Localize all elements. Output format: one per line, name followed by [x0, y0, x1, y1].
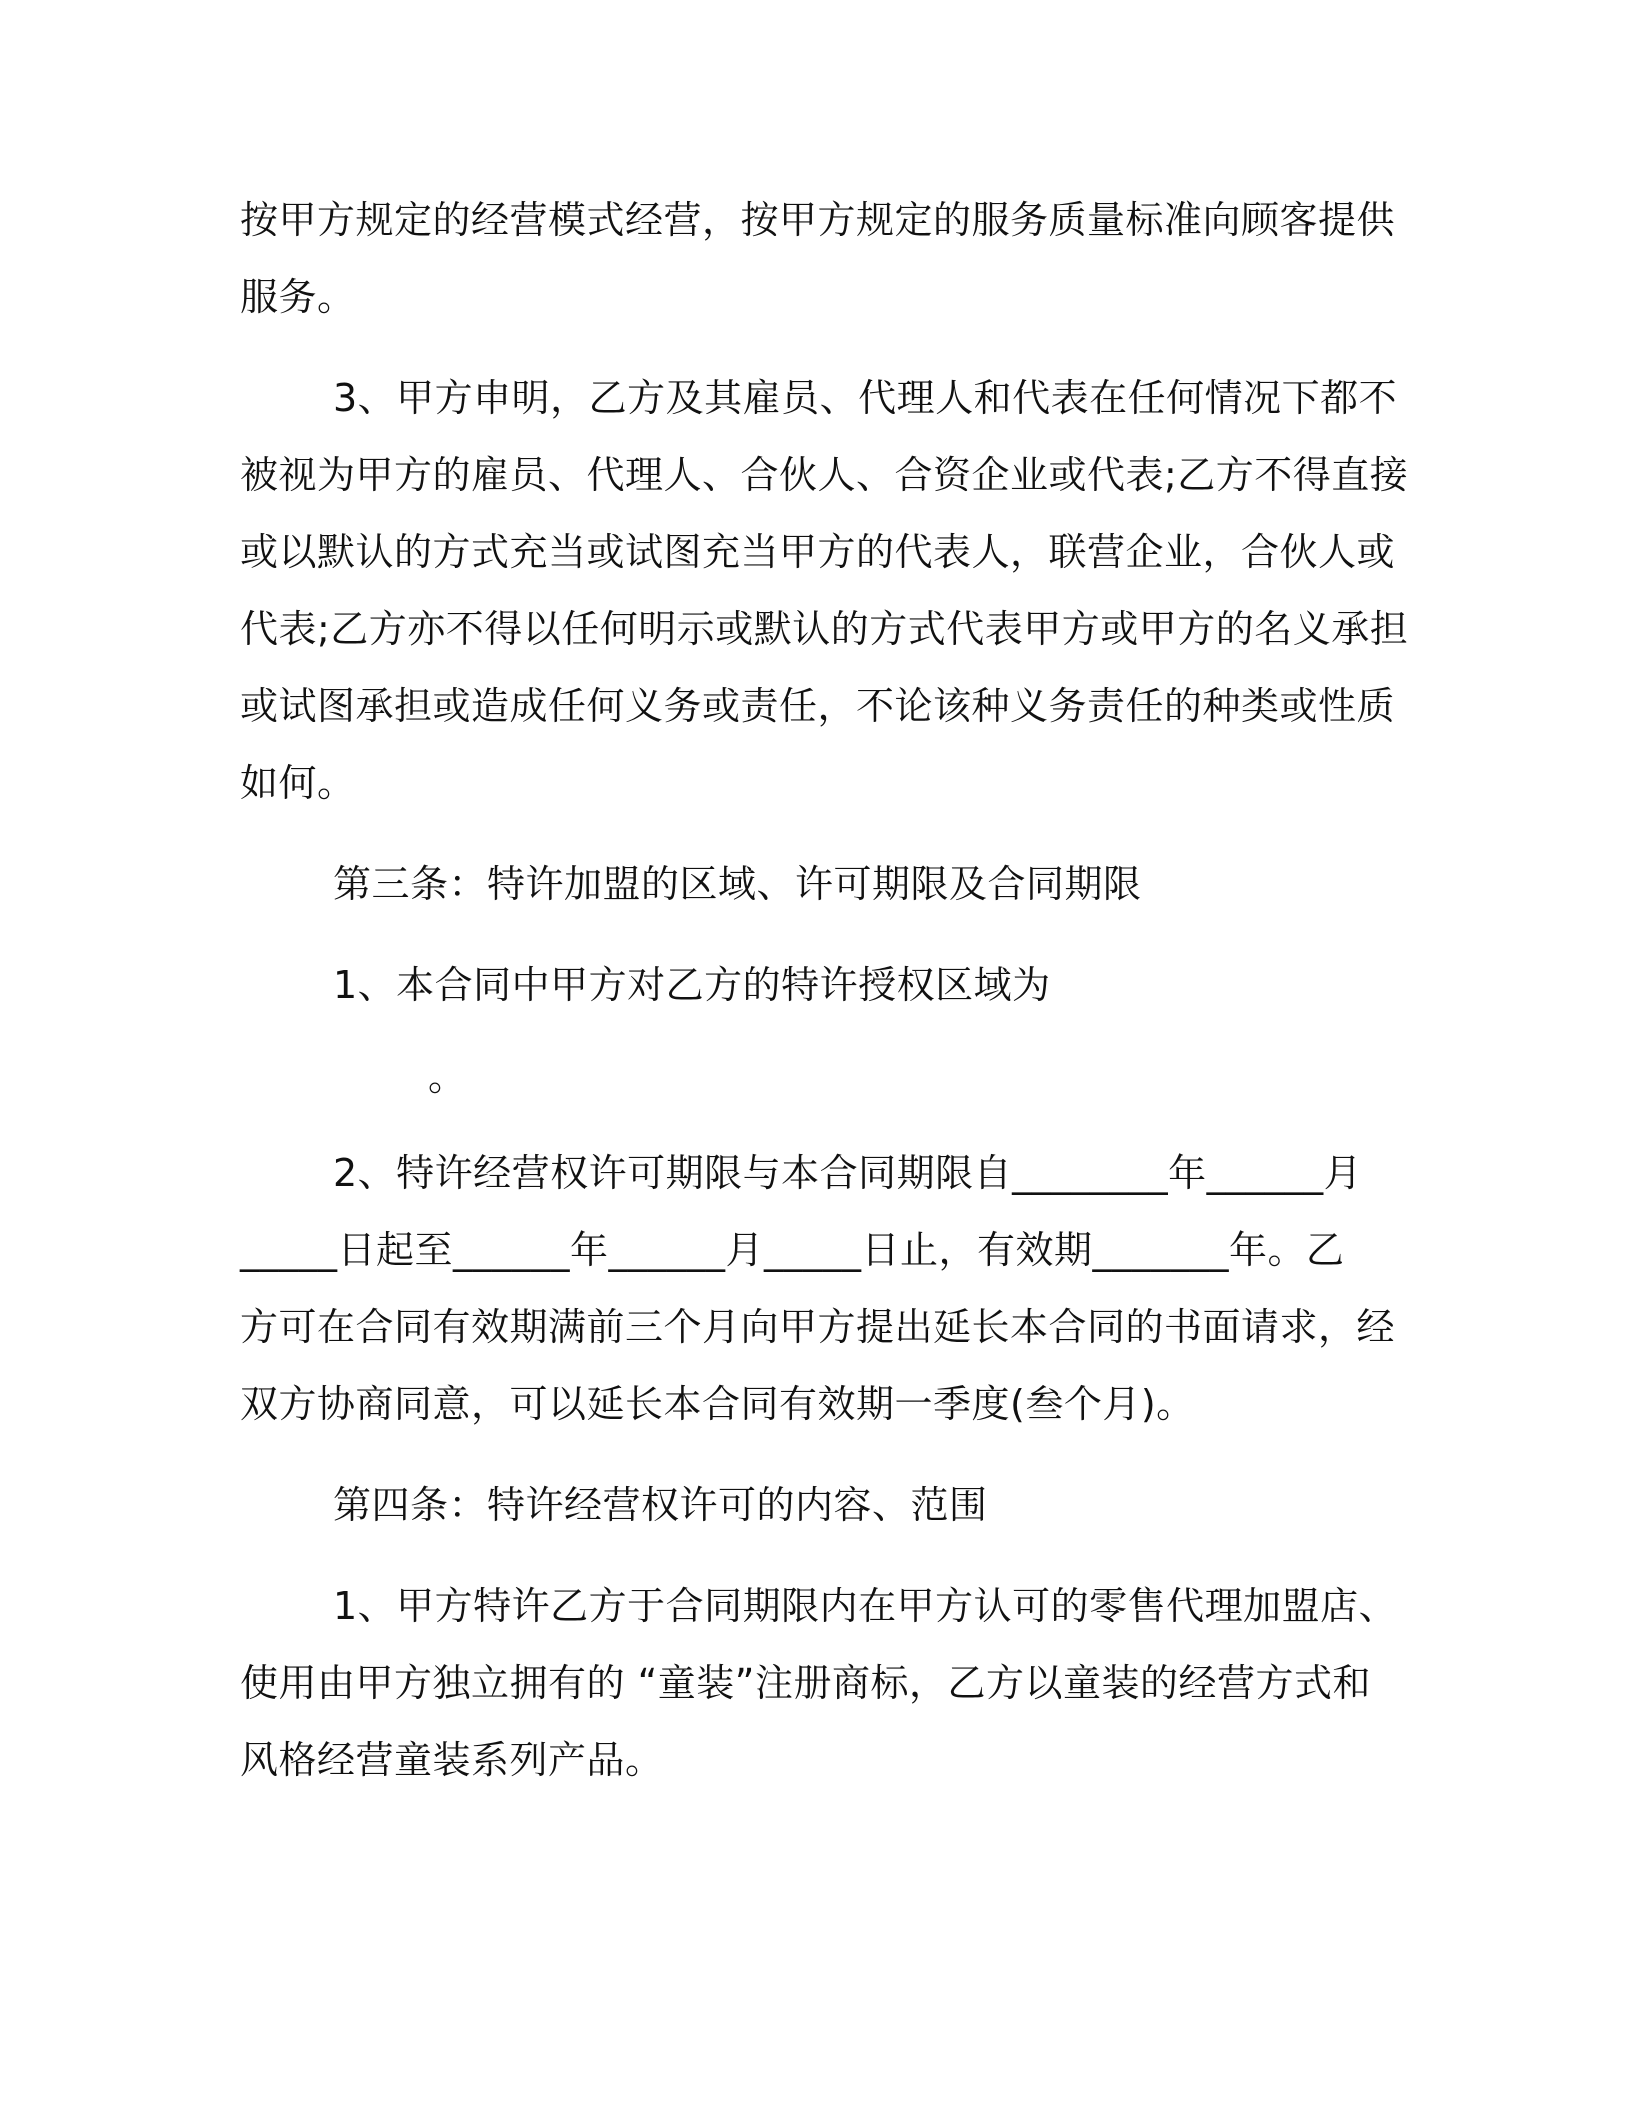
paragraph-line: 1、本合同中甲方对乙方的特许授权区域为 — [333, 963, 1051, 1007]
paragraph-line: 1、甲方特许乙方于合同期限内在甲方认可的零售代理加盟店、 — [333, 1584, 1398, 1628]
paragraph-line: 风格经营童装系列产品。 — [240, 1738, 664, 1782]
paragraph-line: 使用由甲方独立拥有的 “童装”注册商标，乙方以童装的经营方式和 — [240, 1661, 1371, 1705]
article-heading: 第四条：特许经营权许可的内容、范围 — [333, 1483, 988, 1527]
paragraph-line: _____日起至______年______月_____日止，有效期_______年。乙 — [240, 1228, 1345, 1272]
paragraph-line: 被视为甲方的雇员、代理人、合伙人、合资企业或代表;乙方不得直接 — [240, 453, 1409, 497]
paragraph-line: 方可在合同有效期满前三个月向甲方提出延长本合同的书面请求，经 — [240, 1305, 1396, 1349]
paragraph-line: 或试图承担或造成任何义务或责任，不论该种义务责任的种类或性质 — [240, 684, 1396, 728]
paragraph-line: 如何。 — [240, 761, 356, 805]
paragraph-line: 3、甲方申明，乙方及其雇员、代理人和代表在任何情况下都不 — [333, 376, 1398, 420]
paragraph-line: 或以默认的方式充当或试图充当甲方的代表人，联营企业，合伙人或 — [240, 530, 1396, 574]
paragraph-line: 按甲方规定的经营模式经营，按甲方规定的服务质量标准向顾客提供 — [240, 198, 1396, 242]
article-heading: 第三条：特许加盟的区域、许可期限及合同期限 — [333, 862, 1142, 906]
paragraph-line: 2、特许经营权许可期限与本合同期限自________年______月 — [333, 1151, 1363, 1195]
paragraph-line: 代表;乙方亦不得以任何明示或默认的方式代表甲方或甲方的名义承担 — [240, 607, 1409, 651]
paragraph-line: 。 — [428, 1055, 467, 1099]
paragraph-line: 双方协商同意，可以延长本合同有效期一季度(叁个月)。 — [240, 1382, 1195, 1426]
paragraph-line: 服务。 — [240, 275, 356, 319]
